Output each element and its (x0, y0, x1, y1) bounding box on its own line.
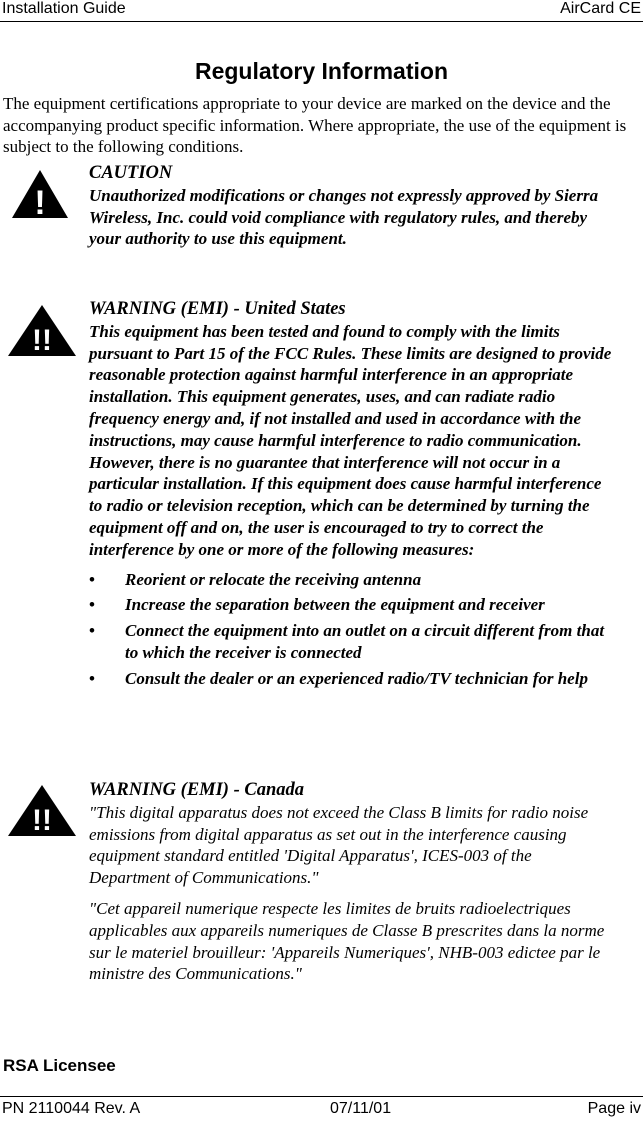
warning-us-block (89, 299, 614, 694)
warning-us-measures-list (89, 569, 614, 690)
caution-triangle-icon (10, 168, 70, 220)
warning-ca-body-fr: "Cet appareil numerique respecte les limites de bruits radioelectriques applicables aux appareils numeriques de Classe B prescrites dans la norme sur le materiel brouilleur: 'Appareils Numeriques', NHB-003 edictee par le ministre des Communications." (89, 898, 605, 984)
rsa-licensee-heading: RSA Licensee (3, 1056, 116, 1075)
warning-ca-block (89, 780, 614, 985)
header-product-name: AirCard CE (560, 0, 641, 17)
bullet-marker: • (89, 668, 95, 688)
footer-page-number: Page iv (587, 1100, 641, 1117)
caution-heading: CAUTION (89, 163, 173, 183)
intro-paragraph: The equipment certifications appropriate to your device are marked on the device and the accompanying product specific information. Where appropriate, the use of the equipment is subject to the following conditions. (3, 94, 627, 156)
header-doc-title: Installation Guide (2, 0, 126, 17)
list-item: • Increase the separation between the equipment and receiver (89, 595, 545, 615)
caution-body: Unauthorized modifications or changes not expressly approved by Sierra Wireless, Inc. could void compliance with regulatory rules, and thereby your authority to use this equipment. (89, 185, 599, 249)
list-item: • Reorient or relocate the receiving antenna (89, 569, 422, 589)
warning-ca-body-en: "This digital apparatus does not exceed the Class B limits for radio noise emissions from digital apparatus as set out in the interference causing equipment standard entitled 'Digital Apparatus', ICES-003 of the Department of Communications." (89, 802, 589, 888)
warning-us-heading: WARNING (EMI) - United States (89, 299, 346, 319)
page-header (0, 0, 643, 22)
bullet-marker: • (89, 569, 95, 589)
warning-ca-heading: WARNING (EMI) - Canada (89, 780, 305, 800)
caution-block (89, 163, 614, 250)
page-title: Regulatory Information (194, 58, 448, 84)
bullet-marker: • (89, 595, 95, 615)
list-item: • Consult the dealer or an experienced radio/TV technician for help (89, 668, 588, 688)
warning-us-body: This equipment has been tested and found to comply with the limits pursuant to Part 15 of the FCC Rules. These limits are designed to provide reasonable protection against harmful interference in an appropriate installation. This equipment generates, uses, and can radiate radio frequency energy and, if not installed and used in accordance with the instructions, may cause harmful interference to radio communication. However, there is no guarantee that interference will not occur in a particular installation. If this equipment does cause harmful interference to radio or television reception, which can be determined by turning the equipment off and on, the user is encouraged to try to correct the interference by one or more of the following measures: (89, 321, 612, 559)
warning-ca-triangle-icon (6, 783, 78, 838)
page-footer (0, 1096, 643, 1122)
warning-us-icon-glyph: !! (32, 324, 52, 357)
footer-date: 07/11/01 (330, 1100, 392, 1117)
warning-ca-icon-glyph: !! (32, 804, 52, 837)
list-item: • Connect the equipment into an outlet on a circuit different from that to which the receiver is connected (89, 621, 605, 662)
bullet-marker: • (89, 621, 95, 641)
caution-icon-glyph: ! (34, 184, 46, 220)
warning-us-triangle-icon (6, 303, 78, 358)
footer-part-number: PN 2110044 Rev. A (2, 1100, 141, 1117)
